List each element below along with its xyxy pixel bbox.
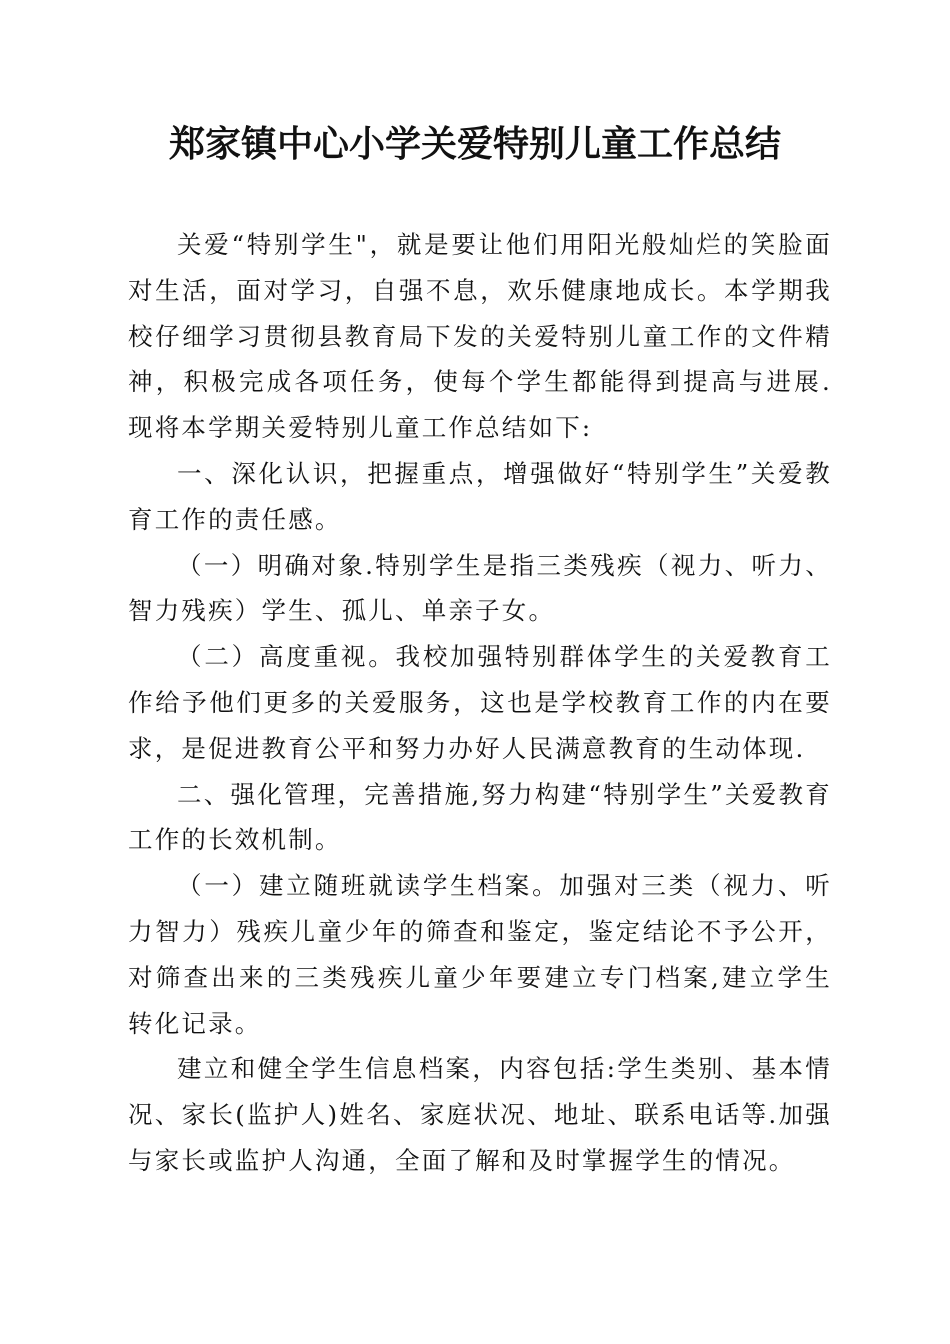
paragraph-student-records: 建立和健全学生信息档案，内容包括:学生类别、基本情况、家长(监护人)姓名、家庭状况、地址、联系电话等.加强与家长或监护人沟通，全面了解和及时掌握学生的情况。 <box>128 1054 832 1175</box>
paragraph-section-1-item-1: （一）明确对象.特别学生是指三类残疾（视力、听力、智力残疾）学生、孤儿、单亲子女。 <box>128 550 832 626</box>
paragraph-section-1-heading: 一、深化认识，把握重点，增强做好“特别学生”关爱教育工作的责任感。 <box>128 458 832 534</box>
paragraph-section-2-heading: 二、强化管理，完善措施,努力构建“特别学生”关爱教育工作的长效机制。 <box>128 779 832 855</box>
paragraph-section-1-item-2: （二）高度重视。我校加强特别群体学生的关爱教育工作给予他们更多的关爱服务，这也是学校教育工作的内在要求，是促进教育公平和努力办好人民满意教育的生动体现. <box>128 642 832 763</box>
document-body <box>128 222 832 1184</box>
paragraph-intro: 关爱“特别学生"，就是要让他们用阳光般灿烂的笑脸面对生活，面对学习，自强不息，欢乐健康地成长。本学期我校仔细学习贯彻县教育局下发的关爱特别儿童工作的文件精神，积极完成各项任务，使每个学生都能得到提高与进展.现将本学期关爱特别儿童工作总结如下: <box>128 230 832 443</box>
document-title: 郑家镇中心小学关爱特别儿童工作总结 <box>168 123 781 165</box>
paragraph-section-2-item-1: （一）建立随班就读学生档案。加强对三类（视力、听力智力）残疾儿童少年的筛查和鉴定，鉴定结论不予公开，对筛查出来的三类残疾儿童少年要建立专门档案,建立学生转化记录。 <box>128 871 832 1038</box>
